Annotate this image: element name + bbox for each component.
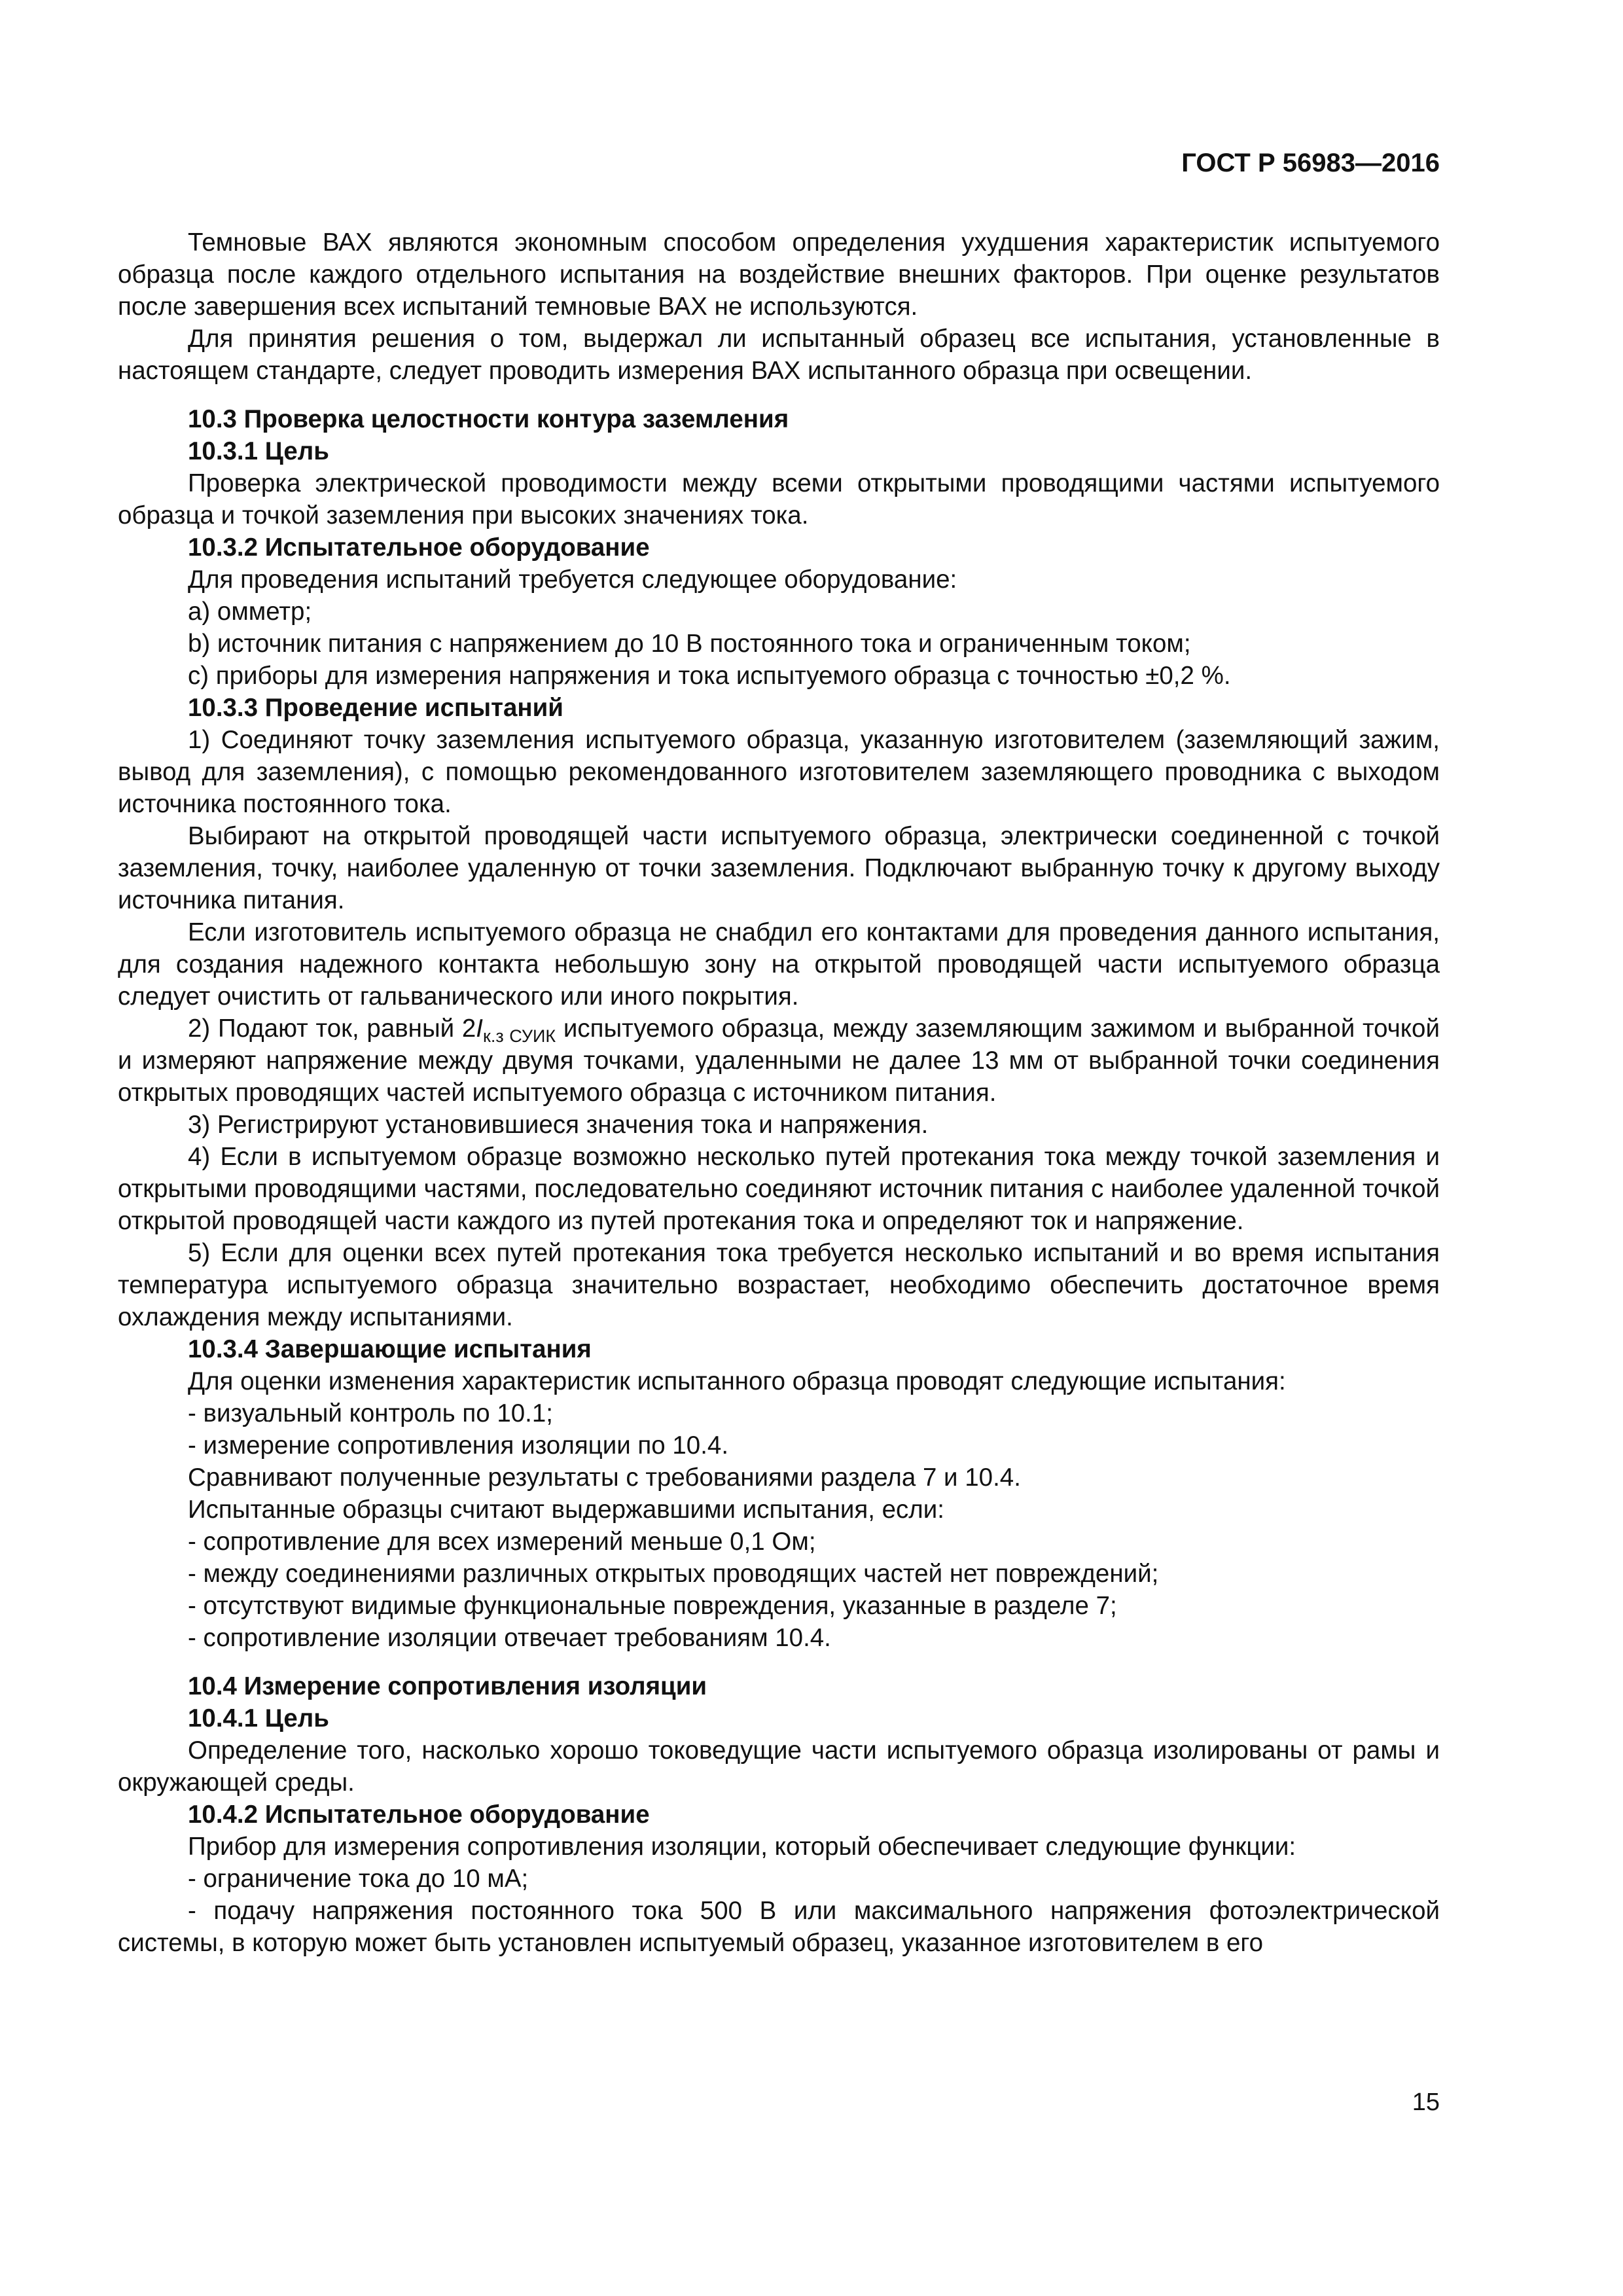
- subsection-10-3-3-title: 10.3.3 Проведение испытаний: [188, 694, 563, 722]
- criteria-intro: Испытанные образцы считают выдержавшими испытания, если:: [188, 1496, 944, 1524]
- subsection-10-3-1-text: Проверка электрической проводимости между всеми открытыми проводящими частями испытуемого образца и точкой заземления при высоких значениях тока.: [118, 469, 1440, 529]
- document-header: [118, 147, 1440, 179]
- intro-paragraph-2: Для принятия решения о том, выдержал ли испытанный образец все испытания, установленные в настоящем стандарте, следует проводить измерения ВАХ испытанного образца при освещении.: [118, 325, 1440, 385]
- page-content: [118, 226, 1440, 1959]
- insulation-equipment-item: - ограничение тока до 10 мА;: [188, 1865, 529, 1893]
- criteria-item: - отсутствуют видимые функциональные повреждения, указанные в разделе 7;: [188, 1592, 1117, 1620]
- procedure-paragraph-contact: Если изготовитель испытуемого образца не снабдил его контактами для проведения данного испытания, для создания надежного контакта небольшую зону на открытой проводящей части испытуемого образца следует очистить от гальванического или иного покрытия.: [118, 918, 1440, 1011]
- compare-results-text: Сравнивают полученные результаты с требованиями раздела 7 и 10.4.: [188, 1463, 1021, 1492]
- current-symbol: [461, 1014, 556, 1046]
- current-coefficient: 2: [461, 1014, 476, 1043]
- criteria-item: - сопротивление для всех измерений меньше 0,1 Ом;: [188, 1528, 816, 1556]
- procedure-step-4: 4) Если в испытуемом образце возможно несколько путей протекания тока между точкой заземления и открытыми проводящими частями, последовательно соединяют источник питания с наиболее удаленной точкой открытой проводящей части каждого из путей протекания тока и определяют ток и напряжение.: [118, 1143, 1440, 1235]
- current-subscript: к.з СУИК: [483, 1026, 556, 1046]
- page-number: [118, 2088, 1440, 2117]
- page-number-text: 15: [1412, 2089, 1440, 2116]
- subsection-10-4-1-text: Определение того, насколько хорошо токоведущие части испытуемого образца изолированы от рамы и окружающей среды.: [118, 1736, 1440, 1797]
- final-test-item: - измерение сопротивления изоляции по 10.4.: [188, 1431, 729, 1460]
- current-variable: I: [476, 1014, 483, 1043]
- subsection-10-3-2-title: 10.3.2 Испытательное оборудование: [188, 533, 650, 562]
- subsection-10-4-1-title: 10.4.1 Цель: [188, 1704, 329, 1732]
- equipment-item-a: а) омметр;: [188, 598, 312, 626]
- procedure-step-1: 1) Соединяют точку заземления испытуемого образца, указанную изготовителем (заземляющий зажим, вывод для заземления), с помощью рекомендованного изготовителем заземляющего проводника с выходом источника постоянного тока.: [118, 726, 1440, 818]
- equipment-intro: Для проведения испытаний требуется следующее оборудование:: [188, 565, 957, 594]
- subsection-10-3-4-title: 10.3.4 Завершающие испытания: [188, 1335, 592, 1363]
- subsection-10-3-1-title: 10.3.1 Цель: [188, 437, 329, 465]
- criteria-item: - между соединениями различных открытых проводящих частей нет повреждений;: [188, 1560, 1159, 1588]
- procedure-step-2: [118, 1013, 1440, 1109]
- procedure-paragraph-select-point: Выбирают на открытой проводящей части испытуемого образца, электрически соединенной с точкой заземления, точку, наиболее удаленную от точки заземления. Подключают выбранную точку к другому выходу источника питания.: [118, 822, 1440, 914]
- final-tests-intro: Для оценки изменения характеристик испытанного образца проводят следующие испытания:: [188, 1367, 1286, 1395]
- step-2-text-start: 2) Подают ток, равный: [188, 1014, 462, 1043]
- insulation-equipment-intro: Прибор для измерения сопротивления изоляции, который обеспечивает следующие функции:: [188, 1833, 1296, 1861]
- section-10-4-title: 10.4 Измерение сопротивления изоляции: [188, 1672, 707, 1700]
- subsection-10-4-2-title: 10.4.2 Испытательное оборудование: [188, 1801, 650, 1829]
- equipment-item-c: с) приборы для измерения напряжения и тока испытуемого образца с точностью ±0,2 %.: [188, 662, 1231, 690]
- final-test-item: - визуальный контроль по 10.1;: [188, 1399, 553, 1427]
- insulation-equipment-item: - подачу напряжения постоянного тока 500 В или максимального напряжения фотоэлектрической системы, в которую может быть установлен испытуемый образец, указанное изготовителем в его: [118, 1897, 1440, 1957]
- section-10-3-title: 10.3 Проверка целостности контура заземления: [188, 405, 789, 433]
- procedure-step-5: 5) Если для оценки всех путей протекания тока требуется несколько испытаний и во время испытания температура испытуемого образца значительно возрастает, необходимо обеспечить достаточное время охлаждения между испытаниями.: [118, 1239, 1440, 1331]
- equipment-item-b: b) источник питания с напряжением до 10 В постоянного тока и ограниченным током;: [188, 630, 1191, 658]
- procedure-step-3: 3) Регистрируют установившиеся значения тока и напряжения.: [188, 1111, 929, 1139]
- criteria-item: - сопротивление изоляции отвечает требованиям 10.4.: [188, 1624, 831, 1652]
- step-2-text-end: испытуемого образца, между заземляющим зажимом и выбранной точкой и измеряют напряжение между двумя точками, удаленными не далее 13 мм от выбранной точки соединения открытых проводящих частей испытуемого образца с источником питания.: [118, 1014, 1440, 1107]
- intro-paragraph-1: Темновые ВАХ являются экономным способом определения ухудшения характеристик испытуемого образца после каждого отдельного испытания на воздействие внешних факторов. При оценке результатов после завершения всех испытаний темновые ВАХ не используются.: [118, 228, 1440, 321]
- standard-designation: ГОСТ Р 56983—2016: [1181, 149, 1440, 177]
